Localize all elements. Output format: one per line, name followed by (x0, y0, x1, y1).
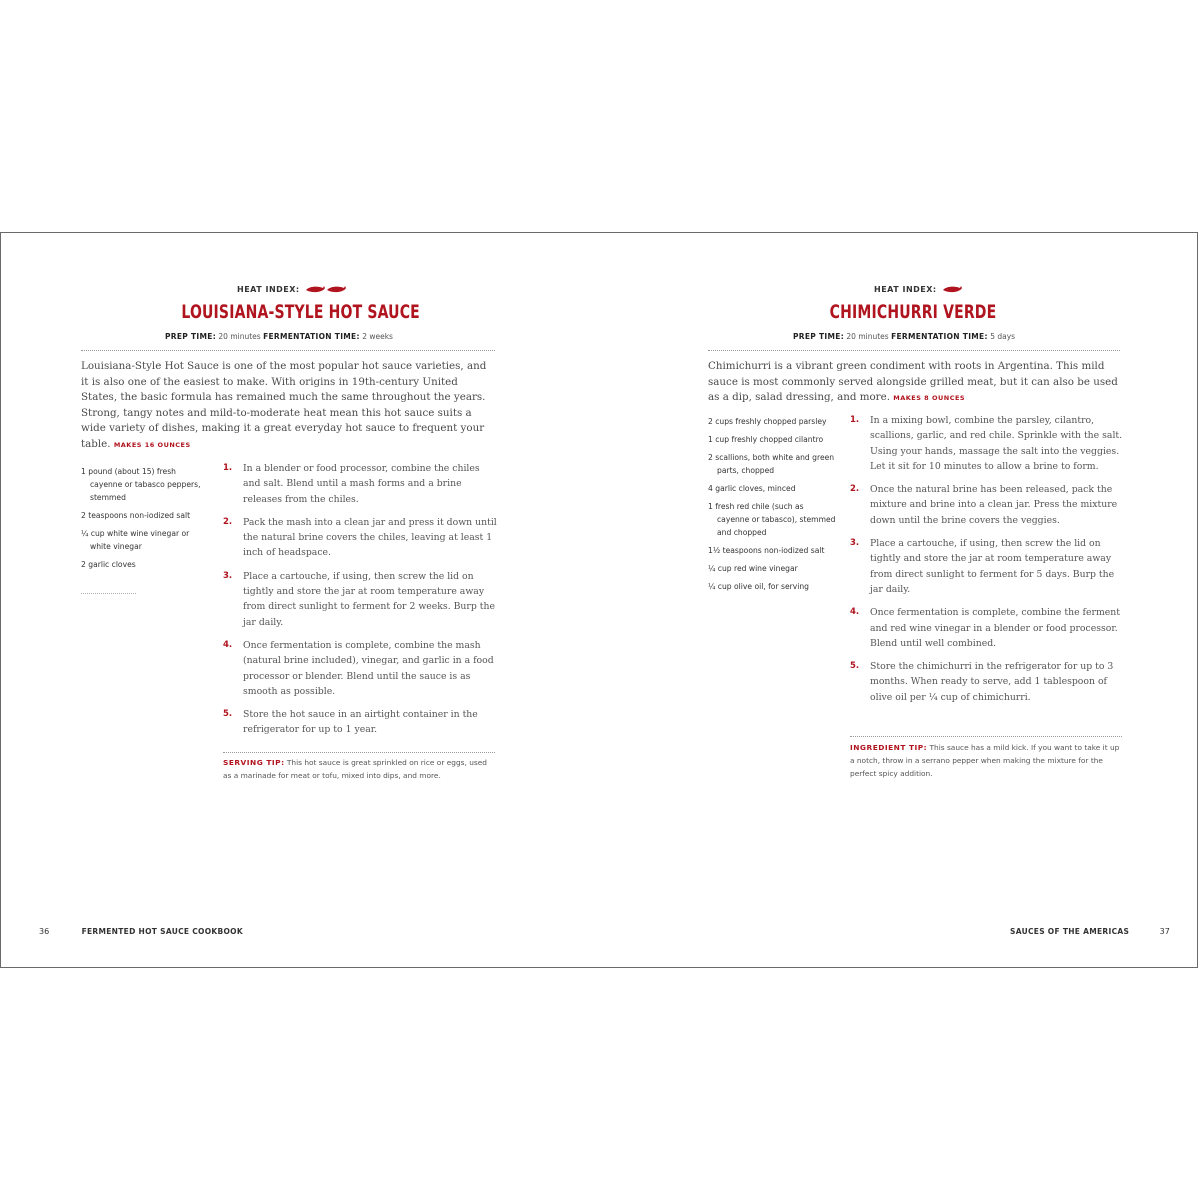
step-number: 3. (850, 538, 860, 549)
step-number: 4. (223, 639, 233, 650)
right-page (600, 233, 1198, 967)
recipe-title: CHIMICHURRI VERDE (829, 301, 997, 323)
title-divider (708, 350, 1120, 351)
chili-pepper-icon (941, 283, 965, 295)
ingredient-item: ¼ cup olive oil, for serving (708, 582, 809, 591)
ingredient-item: 1 fresh red chile (such as cayenne or tabasco), stemmed and chopped (708, 502, 836, 537)
step-text: Once fermentation is complete, combine the mash (natural brine included), vinegar, and garlic in a food processor or blender. Blend until the sauce is as smooth as possible. (243, 639, 494, 697)
fermentation-time-label: FERMENTATION TIME: (891, 332, 988, 341)
tip-label: INGREDIENT TIP: (850, 743, 928, 752)
page-footer (1010, 927, 1170, 936)
step-item (850, 482, 1126, 528)
step-text: Store the hot sauce in an airtight container in the refrigerator for up to 1 year. (243, 709, 478, 736)
step-number: 2. (223, 516, 233, 527)
heat-index (874, 283, 965, 295)
step-text: Pack the mash into a clean jar and press it down until the natural brine covers the chiles, leaving at least 1 inch of headspace. (243, 516, 497, 559)
step-number: 2. (850, 484, 860, 495)
ingredient-item: 2 scallions, both white and green parts, chopped (708, 453, 835, 475)
recipe-times (165, 332, 393, 341)
tip-divider (850, 736, 1122, 737)
steps-list (850, 413, 1126, 713)
prep-time-value: 20 minutes (846, 332, 889, 341)
heat-index (237, 283, 348, 295)
ingredient-item: 1 pound (about 15) fresh cayenne or tabasco peppers, stemmed (81, 467, 201, 502)
ingredients-list (708, 415, 838, 598)
step-text: Once the natural brine has been released, pack the mixture and brine into a clean jar. Press the mixture down until the brine covers the veggies. (870, 484, 1118, 526)
title-divider (81, 350, 495, 351)
recipe-intro (81, 359, 495, 453)
ingredient-item: 2 cups freshly chopped parsley (708, 417, 827, 426)
recipe-times (793, 332, 1015, 341)
chili-pepper-icon (304, 283, 348, 295)
prep-time-label: PREP TIME: (793, 332, 844, 341)
ingredients-list (81, 465, 206, 576)
steps-list (223, 461, 499, 746)
running-head: SAUCES OF THE AMERICAS (1010, 927, 1130, 936)
step-item (850, 605, 1126, 651)
ingredient-item: 1½ teaspoons non-iodized salt (708, 546, 825, 555)
page-number: 37 (1159, 927, 1170, 936)
tip-text: This hot sauce is great sprinkled on rice or eggs, used as a marinade for meat or tofu, mixed into dips, and more. (223, 758, 487, 780)
fermentation-time-value: 2 weeks (362, 332, 393, 341)
step-text: Place a cartouche, if using, then screw the lid on tightly and store the jar at room temperature away from direct sunlight to ferment for 5 days. Burp the jar daily. (870, 538, 1115, 595)
ingredient-item: 1 cup freshly chopped cilantro (708, 435, 824, 444)
step-item (850, 659, 1126, 705)
step-text: Store the chimichurri in the refrigerator for up to 3 months. When ready to serve, add 1 tablespoon of olive oil per ¼ cup of chimichurri. (870, 661, 1114, 703)
step-number: 3. (223, 570, 233, 581)
heat-index-label: HEAT INDEX: (874, 284, 937, 294)
step-item (850, 413, 1126, 474)
recipe-title: LOUISIANA-STYLE HOT SAUCE (181, 301, 420, 323)
step-number: 5. (850, 661, 860, 672)
running-head: FERMENTED HOT SAUCE COOKBOOK (81, 927, 243, 936)
tip-label: SERVING TIP: (223, 758, 285, 767)
step-number: 4. (850, 607, 860, 618)
fermentation-time-label: FERMENTATION TIME: (263, 332, 360, 341)
yield-label: MAKES 8 OUNCES (893, 394, 966, 402)
recipe-intro (708, 359, 1122, 407)
step-item (223, 707, 499, 738)
ingredient-item: ¼ cup white wine vinegar or white vinegar (81, 529, 190, 551)
prep-time-label: PREP TIME: (165, 332, 216, 341)
prep-time-value: 20 minutes (218, 332, 261, 341)
step-item (223, 461, 499, 507)
tip-text: This sauce has a mild kick. If you want to take it up a notch, throw in a serrano pepper when making the mixture for the perfect spicy addition. (850, 743, 1120, 778)
tip-divider (223, 752, 495, 753)
yield-label: MAKES 16 OUNCES (113, 440, 191, 449)
step-text: Once fermentation is complete, combine the ferment and red wine vinegar in a blender or food processor. Blend until well combined. (870, 607, 1120, 649)
ingredient-item: 4 garlic cloves, minced (708, 484, 796, 493)
step-number: 5. (223, 709, 233, 720)
step-item (223, 569, 499, 630)
serving-tip (223, 756, 491, 782)
intro-text: Chimichurri is a vibrant green condiment with roots in Argentina. This mild sauce is most commonly served alongside grilled meat, but it can also be used as a dip, salad dressing, and more. (708, 360, 1118, 403)
ingredient-item: ¼ cup red wine vinegar (708, 564, 798, 573)
page-footer (39, 927, 243, 936)
step-item (850, 536, 1126, 597)
step-number: 1. (223, 463, 233, 473)
ingredients-divider (81, 593, 136, 594)
book-spread (0, 232, 1198, 968)
step-item (223, 515, 499, 561)
step-number: 1. (850, 415, 860, 425)
fermentation-time-value: 5 days (990, 332, 1016, 341)
step-text: In a mixing bowl, combine the parsley, cilantro, scallions, garlic, and red chile. Sprinkle with the salt. Using your hands, massage the salt into the veggies. Let it sit for 10 minutes to allow a brine to form. (870, 415, 1123, 472)
left-page (1, 233, 599, 967)
step-item (223, 638, 499, 699)
step-text: In a blender or food processor, combine the chiles and salt. Blend until a mash forms and a brine releases from the chiles. (243, 463, 480, 505)
ingredient-tip (850, 741, 1122, 780)
step-text: Place a cartouche, if using, then screw the lid on tightly and store the jar at room temperature away from direct sunlight to ferment for 2 weeks. Burp the jar daily. (243, 570, 495, 628)
heat-index-label: HEAT INDEX: (237, 284, 300, 294)
intro-text: Louisiana-Style Hot Sauce is one of the most popular hot sauce varieties, and it is also one of the easiest to make. With origins in 19th-century United States, the basic formula has remained much the same throughout the years. Strong, tangy notes and mild-to-moderate heat mean this hot sauce suits a wide variety of dishes, making it a great everyday hot sauce to frequent your table. (81, 360, 487, 450)
ingredient-item: 2 garlic cloves (81, 560, 136, 569)
ingredient-item: 2 teaspoons non-iodized salt (81, 511, 191, 520)
page-number: 36 (39, 927, 50, 936)
